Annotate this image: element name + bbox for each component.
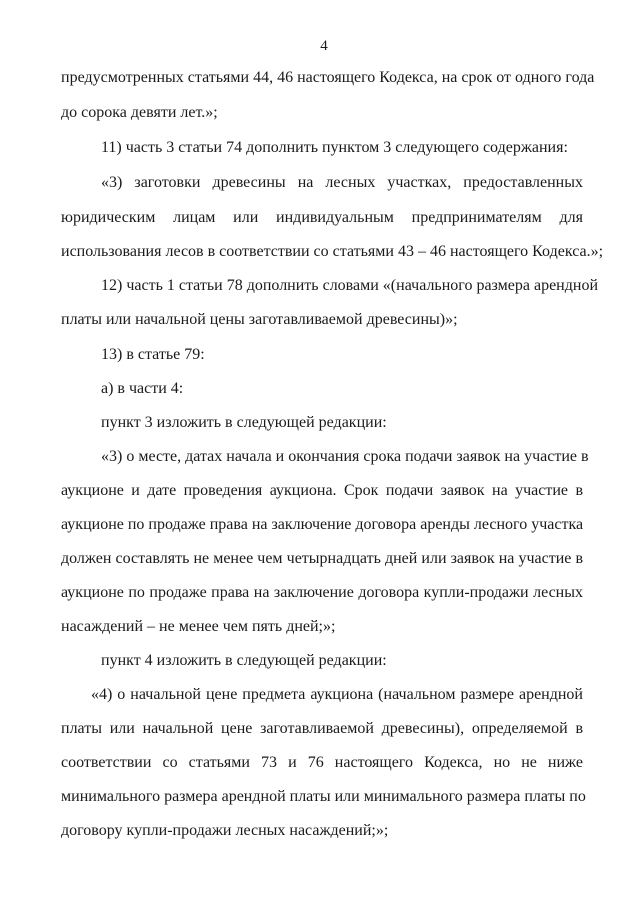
- text-line: 12) часть 1 статьи 78 дополнить словами «(начального размера арендной: [101, 277, 599, 294]
- text-line: аукционе по продаже права на заключение договора купли-продажи лесных: [61, 584, 583, 601]
- text-line: использования лесов в соответствии со статьями 43 – 46 настоящего Кодекса.»;: [61, 243, 604, 260]
- text-line: аукционе и дате проведения аукциона. Срок подачи заявок на участие в: [61, 482, 583, 499]
- text-line: «3) заготовки древесины на лесных участках, предоставленных: [101, 174, 583, 191]
- text-line: насаждений – не менее чем пять дней;»;: [61, 618, 336, 635]
- text-line: 13) в статье 79:: [101, 346, 205, 363]
- text-line: минимального размера арендной платы или минимального размера платы по: [61, 788, 586, 805]
- text-line: соответствии со статьями 73 и 76 настоящего Кодекса, но не ниже: [61, 754, 583, 771]
- text-line: «3) о месте, датах начала и окончания срока подачи заявок на участие в: [101, 448, 589, 465]
- page-number: 4: [320, 38, 328, 54]
- text-line: договору купли-продажи лесных насаждений;»;: [61, 822, 389, 839]
- text-line: аукционе по продаже права на заключение договора аренды лесного участка: [61, 516, 584, 533]
- text-line: 11) часть 3 статьи 74 дополнить пунктом 3 следующего содержания:: [101, 139, 568, 156]
- text-line: предусмотренных статьями 44, 46 настоящего Кодекса, на срок от одного года: [61, 69, 595, 86]
- text-line: должен составлять не менее чем четырнадцать дней или заявок на участие в: [61, 550, 583, 567]
- text-line: пункт 4 изложить в следующей редакции:: [101, 652, 387, 669]
- text-line: юридическим лицам или индивидуальным предпринимателям для: [61, 209, 583, 226]
- text-line: платы или начальной цене заготавливаемой древесины), определяемой в: [61, 720, 583, 737]
- text-line: а) в части 4:: [101, 380, 184, 397]
- text-line: платы или начальной цены заготавливаемой древесины)»;: [61, 311, 458, 328]
- text-line: до сорока девяти лет.»;: [61, 104, 218, 121]
- text-line: «4) о начальной цене предмета аукциона (начальном размере арендной: [91, 686, 583, 703]
- text-line: пункт 3 изложить в следующей редакции:: [101, 414, 387, 431]
